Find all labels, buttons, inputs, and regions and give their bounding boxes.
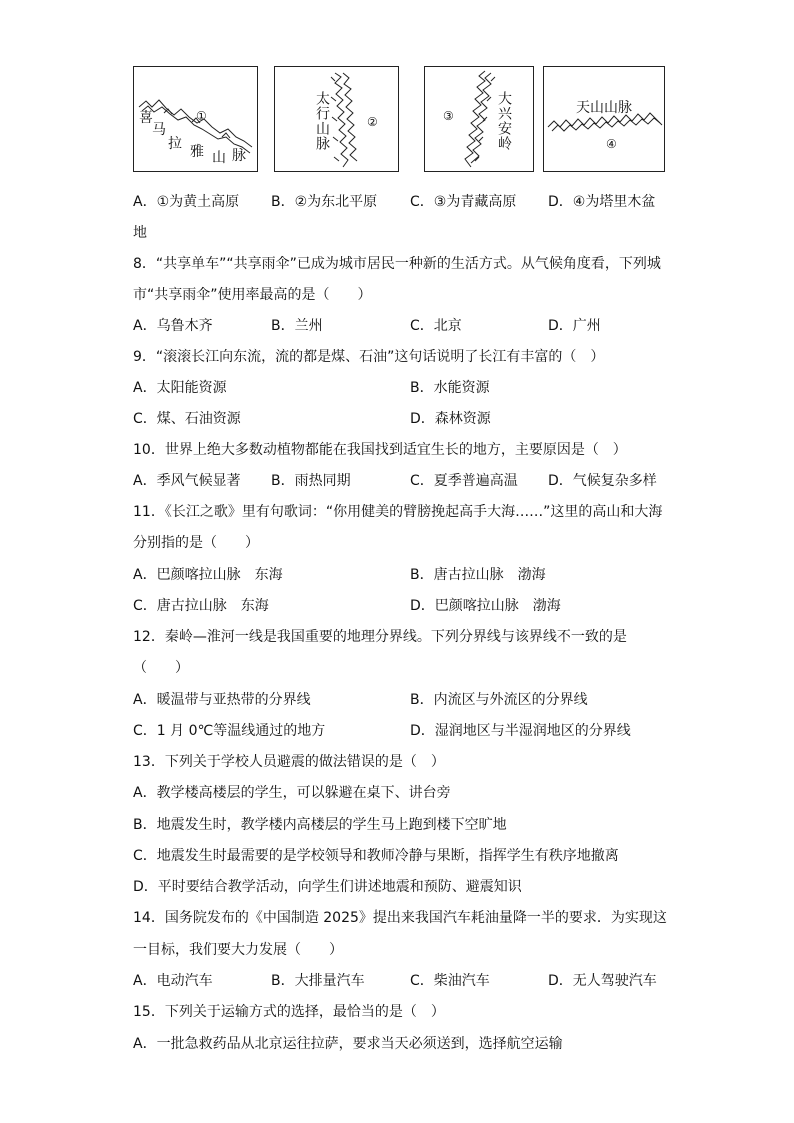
q14-option-a[interactable]: A．电动汽车 (133, 973, 213, 989)
taihang-mountain-symbols (275, 67, 400, 173)
q11-stem-line-1: 11．《长江之歌》里有句歌词：“你用健美的臂膀挽起高手大海……”这里的高山和大海 (133, 504, 663, 520)
q7-option-b[interactable]: B．②为东北平原 (271, 194, 378, 210)
q8-option-b[interactable]: B．兰州 (271, 318, 323, 334)
q15-stem: 15．下列关于运输方式的选择，最恰当的是（ ） (133, 1004, 445, 1020)
q9-option-c[interactable]: C．煤、石油资源 (133, 411, 241, 427)
q8-stem-line-2: 市“共享雨伞”使用率最高的是（ ） (133, 287, 372, 303)
q12-option-d[interactable]: D．湿润地区与半湿润地区的分界线 (410, 723, 631, 739)
map-1-char-3: 拉 (168, 136, 182, 152)
map-taihang (274, 66, 399, 172)
map-tianshan (543, 66, 665, 172)
q7-option-d-wrap: 地 (133, 225, 147, 241)
q12-stem-line-1: 12．秦岭—淮河一线是我国重要的地理分界线。下列分界线与该界线不一致的是 (133, 629, 627, 645)
map-1-char-4: 雅 (190, 144, 204, 160)
map-3-number: ③ (443, 109, 454, 123)
map-1-char-5: 山 (212, 150, 226, 166)
map-1-char-2: 马 (152, 122, 166, 138)
q14-stem-line-1: 14．国务院发布的《中国制造 2025》提出来我国汽车耗油量降一半的要求．为实现这 (133, 910, 667, 926)
map-4-number: ④ (606, 137, 617, 151)
q14-stem-line-2: 一目标，我们要大力发展（ ） (133, 942, 343, 958)
q15-option-a[interactable]: A．一批急救药品从北京运往拉萨，要求当天必须送到，选择航空运输 (133, 1036, 563, 1052)
q8-option-c[interactable]: C．北京 (410, 318, 462, 334)
mountain-range-figures (133, 66, 665, 176)
q9-option-b[interactable]: B．水能资源 (410, 380, 490, 396)
q8-option-a[interactable]: A．乌鲁木齐 (133, 318, 213, 334)
q14-option-c[interactable]: C．柴油汽车 (410, 973, 490, 989)
q7-option-a[interactable]: A．①为黄土高原 (133, 194, 240, 210)
q12-option-a[interactable]: A．暖温带与亚热带的分界线 (133, 692, 311, 708)
q11-option-b[interactable]: B．唐古拉山脉 渤海 (410, 567, 546, 583)
q7-option-c[interactable]: C．③为青藏高原 (410, 194, 517, 210)
q13-option-b[interactable]: B．地震发生时，教学楼内高楼层的学生马上跑到楼下空旷地 (133, 817, 507, 833)
q10-option-a[interactable]: A．季风气候显著 (133, 473, 241, 489)
map-1-char-1: 喜 (139, 110, 153, 126)
map-1-char-6: 脉 (232, 148, 246, 164)
map-4-label: 天山山脉 (576, 100, 632, 116)
q11-option-c[interactable]: C．唐古拉山脉 东海 (133, 598, 269, 614)
q10-option-b[interactable]: B．雨热同期 (271, 473, 351, 489)
q8-option-d[interactable]: D．广州 (548, 318, 601, 334)
q12-stem-line-2: （ ） (133, 660, 189, 676)
map-2-label: 太行山脉 (314, 91, 330, 151)
q11-stem-line-2: 分别指的是（ ） (133, 535, 259, 551)
q14-option-d[interactable]: D．无人驾驶汽车 (548, 973, 657, 989)
q14-option-b[interactable]: B．大排量汽车 (271, 973, 365, 989)
q13-option-c[interactable]: C．地震发生时最需要的是学校领导和教师冷静与果断，指挥学生有秩序地撤离 (133, 848, 619, 864)
q9-option-d[interactable]: D．森林资源 (410, 411, 491, 427)
q12-option-b[interactable]: B．内流区与外流区的分界线 (410, 692, 588, 708)
map-2-number: ② (367, 115, 378, 129)
q13-stem: 13．下列关于学校人员避震的做法错误的是（ ） (133, 754, 445, 770)
q11-option-d[interactable]: D．巴颜喀拉山脉 渤海 (410, 598, 561, 614)
tianshan-mountain-symbols (544, 67, 666, 173)
q8-stem-line-1: 8．“共享单车”“共享雨伞”已成为城市居民一种新的生活方式。从气候角度看，下列城 (133, 256, 661, 272)
daxinganling-mountain-symbols (425, 67, 535, 173)
q7-option-d[interactable]: D．④为塔里木盆 (548, 194, 656, 210)
q13-option-d[interactable]: D．平时要结合教学活动，向学生们讲述地震和预防、避震知识 (133, 879, 522, 895)
map-himalaya (133, 66, 258, 172)
map-3-label: 大兴安岭 (496, 91, 512, 151)
q9-stem: 9．“滚滚长江向东流，流的都是煤、石油”这句话说明了长江有丰富的（ ） (133, 349, 605, 365)
map-daxinganling (424, 66, 534, 172)
q10-option-d[interactable]: D．气候复杂多样 (548, 473, 657, 489)
q10-option-c[interactable]: C．夏季普遍高温 (410, 473, 518, 489)
q9-option-a[interactable]: A．太阳能资源 (133, 380, 227, 396)
q10-stem: 10．世界上绝大多数动植物都能在我国找到适宜生长的地方，主要原因是（ ） (133, 442, 627, 458)
q11-option-a[interactable]: A．巴颜喀拉山脉 东海 (133, 567, 283, 583)
q12-option-c[interactable]: C．1 月 0℃等温线通过的地方 (133, 723, 326, 739)
q13-option-a[interactable]: A．教学楼高楼层的学生，可以躲避在桌下、讲台旁 (133, 785, 451, 801)
map-1-number: ① (196, 109, 207, 123)
